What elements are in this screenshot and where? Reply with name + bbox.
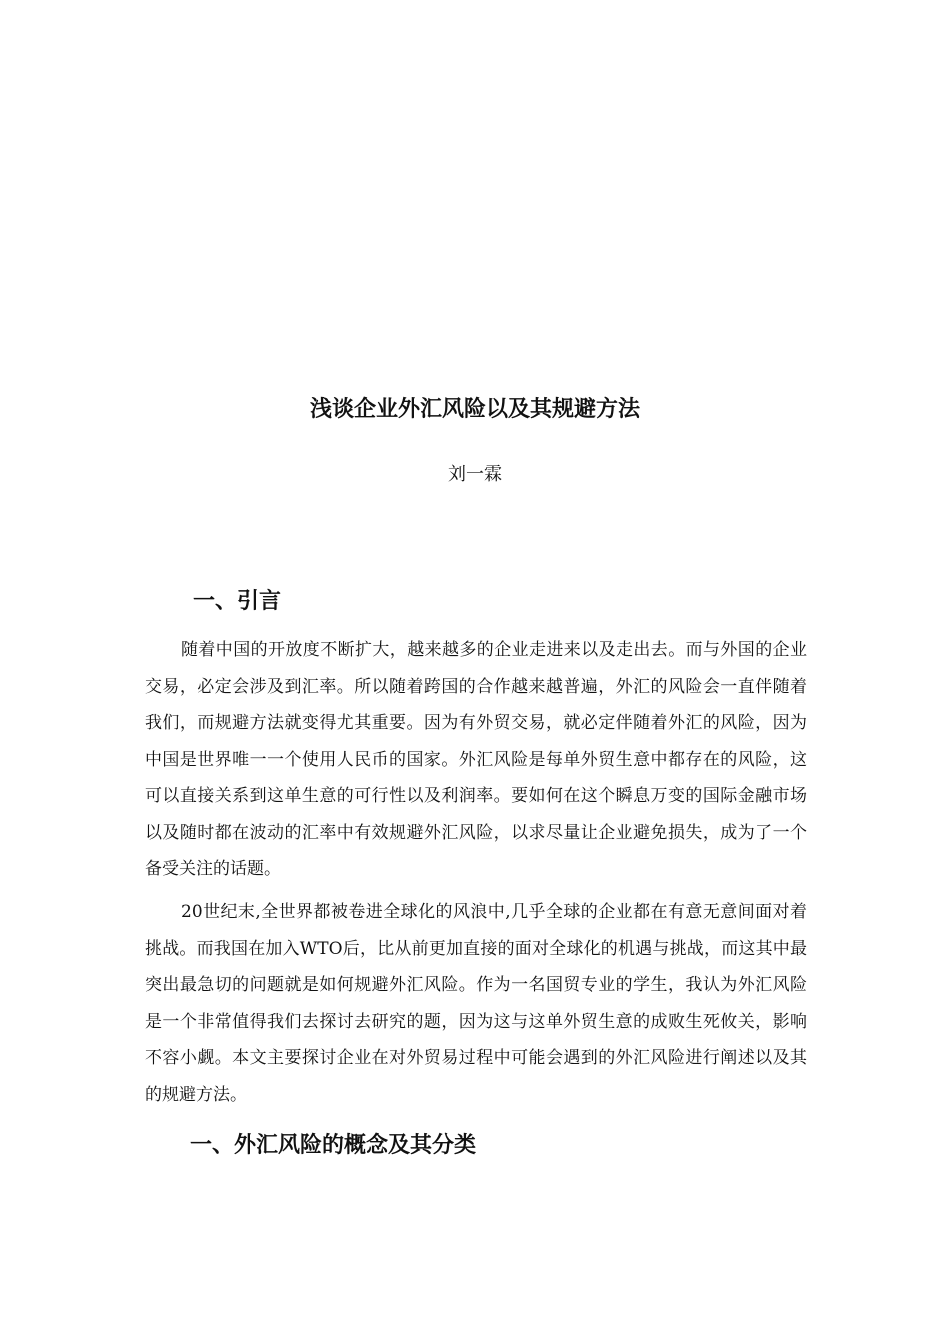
- document-title: 浅谈企业外汇风险以及其规避方法: [309, 396, 640, 422]
- paragraph: 20世纪末,全世界都被卷进全球化的风浪中,几乎全球的企业都在有意无意间面对着挑战。而我国在加入WTO后，比从前更加直接的面对全球化的机遇与挑战，而这其中最突出最急切的问题就是如何规避外汇风险。作为一名国贸专业的学生，我认为外汇风险是一个非常值得我们去探讨去研究的题，因为这与这单外贸生意的成败生死攸关，影响不容小觑。本文主要探讨企业在对外贸易过程中可能会遇到的外汇风险进行阐述以及其的规避方法。: [145, 902, 807, 1105]
- section-heading-introduction: 一、引言: [193, 589, 282, 614]
- paragraph: 随着中国的开放度不断扩大，越来越多的企业走进来以及走出去。而与外国的企业交易，必定会涉及到汇率。所以随着跨国的合作越来越普遍，外汇的风险会一直伴随着我们，而规避方法就变得尤其重要。因为有外贸交易，就必定伴随着外汇的风险，因为中国是世界唯一一个使用人民币的国家。外汇风险是每单外贸生意中都存在的风险，这可以直接关系到这单生意的可行性以及利润率。要如何在这个瞬息万变的国际金融市场以及随时都在波动的汇率中有效规避外汇风险，以求尽量让企业避免损失，成为了一个备受关注的话题。: [145, 640, 807, 879]
- document-author: 刘一霖: [448, 464, 502, 485]
- section-heading-concept: 一、外汇风险的概念及其分类: [190, 1133, 477, 1158]
